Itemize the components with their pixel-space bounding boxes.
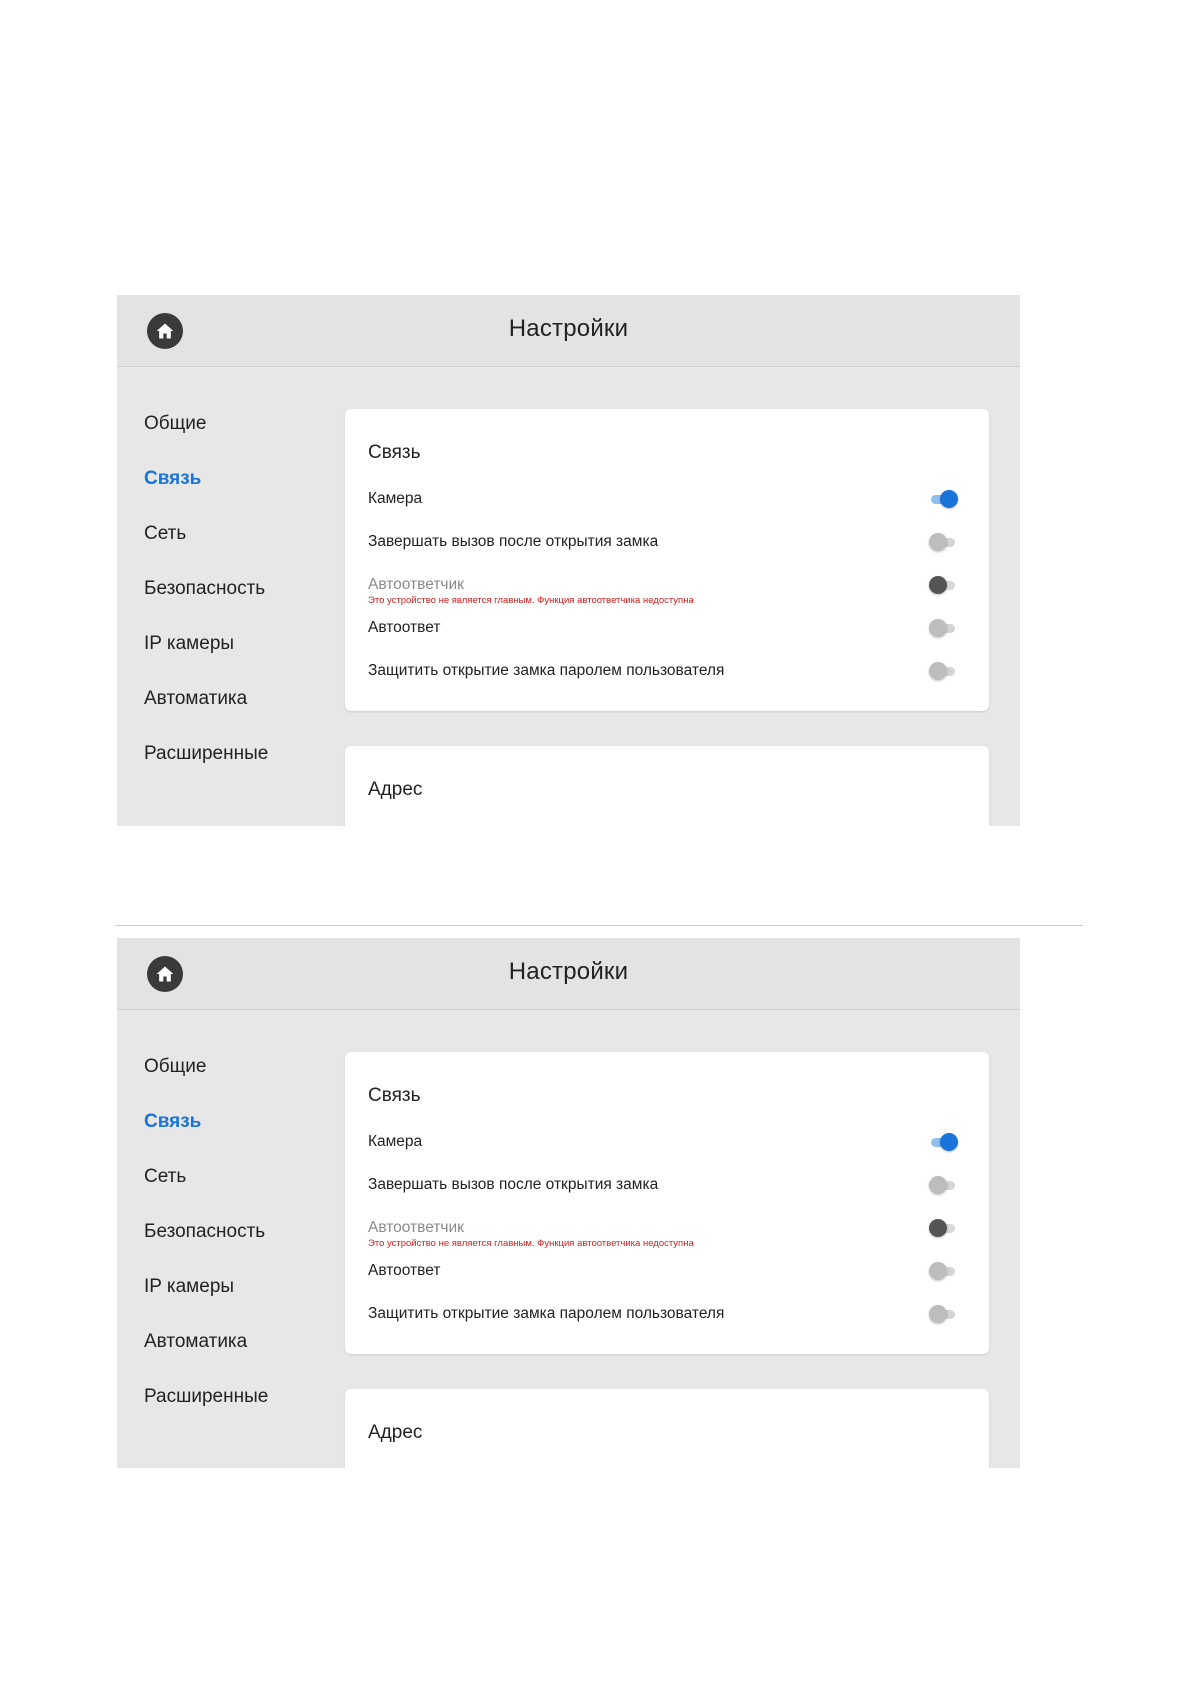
setting-row-answering-machine (368, 1216, 966, 1249)
setting-label: Камера (368, 1133, 423, 1150)
setting-label: Автоответчик (368, 1219, 464, 1236)
setting-label: Завершать вызов после открытия замка (368, 1176, 659, 1193)
address-card (345, 1389, 989, 1468)
setting-row-auto-answer (368, 616, 966, 640)
warning-text: Это устройство не является главным. Функция автоответчика недоступна (368, 595, 694, 606)
sidebar-item-automation[interactable]: Автоматика (144, 1331, 248, 1352)
sidebar-item-security[interactable]: Безопасность (144, 578, 266, 599)
setting-label: Автоответчик (368, 576, 464, 593)
setting-row-protect-lock (368, 1302, 966, 1326)
page-title: Настройки (508, 958, 629, 985)
connection-card (345, 1052, 989, 1354)
sidebar-item-connection[interactable]: Связь (144, 468, 202, 489)
sidebar-item-general[interactable]: Общие (144, 413, 207, 434)
sidebar-item-network[interactable]: Сеть (144, 523, 187, 544)
answering-machine-toggle (929, 1219, 957, 1237)
protect-lock-toggle[interactable] (929, 662, 957, 680)
setting-row-camera (368, 487, 966, 511)
setting-label: Защитить открытие замка паролем пользователя (368, 1305, 725, 1322)
setting-row-protect-lock (368, 659, 966, 683)
page-title: Настройки (508, 315, 629, 342)
address-card (345, 746, 989, 826)
card-title: Адрес (368, 1422, 423, 1443)
settings-screen-1 (117, 295, 1020, 826)
sidebar (144, 1056, 324, 1441)
setting-label: Завершать вызов после открытия замка (368, 533, 659, 550)
setting-row-answering-machine (368, 573, 966, 606)
setting-row-end-call (368, 530, 966, 554)
sidebar-item-advanced[interactable]: Расширенные (144, 743, 269, 764)
camera-toggle[interactable] (929, 1133, 957, 1151)
sidebar-item-connection[interactable]: Связь (144, 1111, 202, 1132)
settings-screen-2 (117, 938, 1020, 1468)
header (117, 295, 1020, 367)
auto-answer-toggle[interactable] (929, 619, 957, 637)
sidebar-item-advanced[interactable]: Расширенные (144, 1386, 269, 1407)
setting-row-camera (368, 1130, 966, 1154)
setting-label: Защитить открытие замка паролем пользователя (368, 662, 725, 679)
sidebar-item-ip-cameras[interactable]: IP камеры (144, 633, 235, 654)
protect-lock-toggle[interactable] (929, 1305, 957, 1323)
header (117, 938, 1020, 1010)
end-call-toggle[interactable] (929, 1176, 957, 1194)
answering-machine-toggle (929, 576, 957, 594)
setting-row-auto-answer (368, 1259, 966, 1283)
sidebar-item-security[interactable]: Безопасность (144, 1221, 266, 1242)
card-title: Связь (368, 442, 421, 463)
end-call-toggle[interactable] (929, 533, 957, 551)
connection-card (345, 409, 989, 711)
setting-row-end-call (368, 1173, 966, 1197)
sidebar-item-general[interactable]: Общие (144, 1056, 207, 1077)
setting-label: Автоответ (368, 619, 441, 636)
sidebar-item-network[interactable]: Сеть (144, 1166, 187, 1187)
warning-text: Это устройство не является главным. Функция автоответчика недоступна (368, 1238, 694, 1249)
camera-toggle[interactable] (929, 490, 957, 508)
setting-label: Камера (368, 490, 423, 507)
page-divider (115, 925, 1083, 926)
sidebar-item-automation[interactable]: Автоматика (144, 688, 248, 709)
card-title: Связь (368, 1085, 421, 1106)
auto-answer-toggle[interactable] (929, 1262, 957, 1280)
card-title: Адрес (368, 779, 423, 800)
sidebar (144, 413, 324, 798)
sidebar-item-ip-cameras[interactable]: IP камеры (144, 1276, 235, 1297)
setting-label: Автоответ (368, 1262, 441, 1279)
